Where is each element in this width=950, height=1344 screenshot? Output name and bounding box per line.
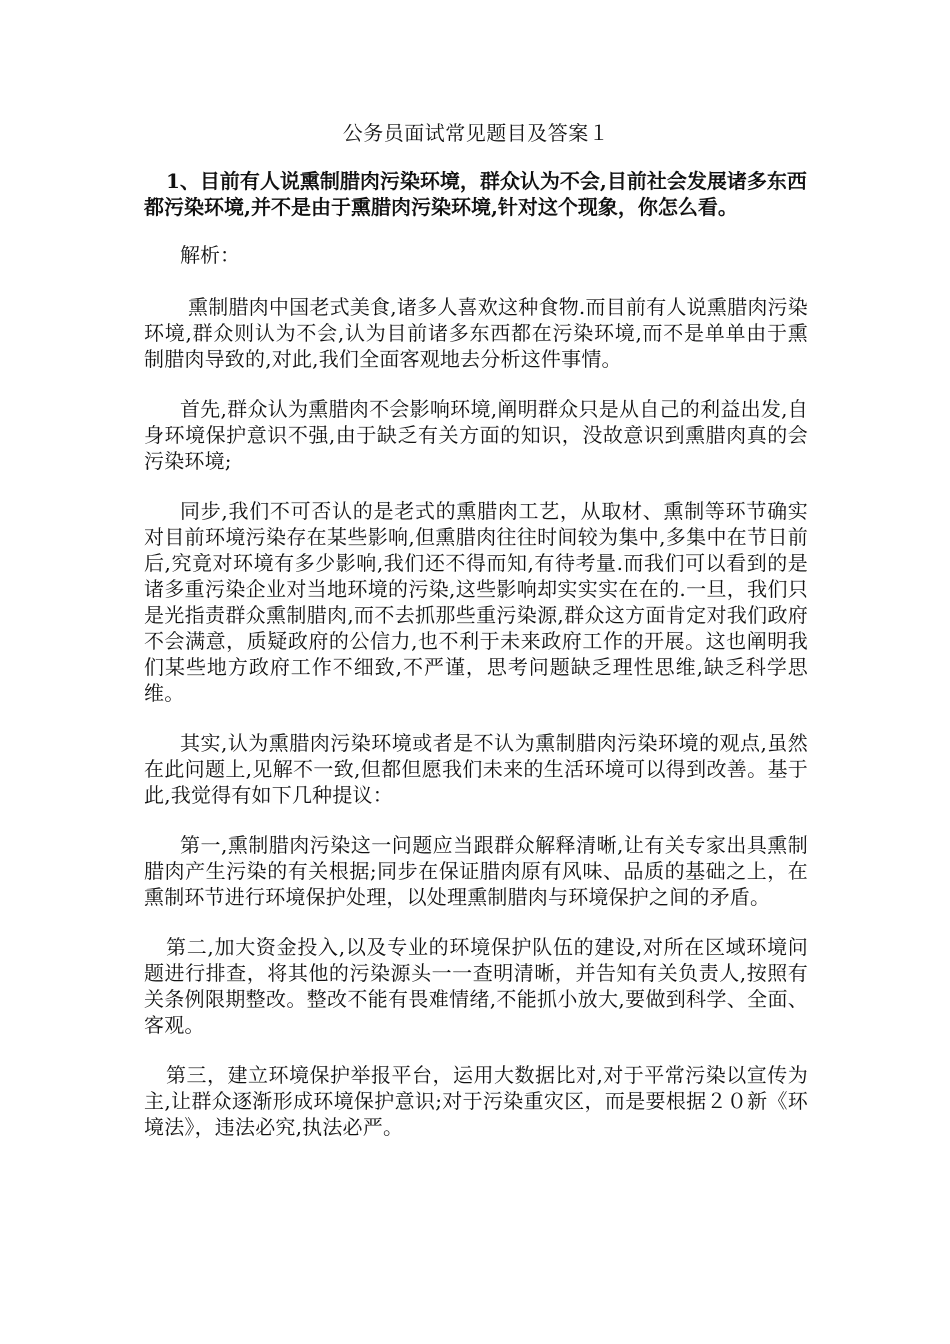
question-text: 1、目前有人说熏制腊肉污染环境，群众认为不会,目前社会发展诸多东西都污染环境,并不是由于熏腊肉污染环境,针对这个现象，你怎么看。 [144, 169, 807, 219]
paragraph-suggestion-3: 第三，建立环境保护举报平台，运用大数据比对,对于平常污染以宣传为主,让群众逐渐形成环境保护意识;对于污染重灾区，而是要根据２０新《环境法》，违法必究,执法必严。 [144, 1063, 808, 1139]
document-page [144, 118, 808, 1164]
paragraph-intro: 熏制腊肉中国老式美食,诸多人喜欢这种食物.而目前有人说熏腊肉污染环境,群众则认为不会,认为目前诸多东西都在污染环境,而不是单单由于熏制腊肉导致的,对此,我们全面客观地去分析这件事情。 [144, 295, 808, 371]
paragraph-first-point: 首先,群众认为熏腊肉不会影响环境,阐明群众只是从自己的利益出发,自身环境保护意识不强,由于缺乏有关方面的知识，没故意识到熏腊肉真的会污染环境; [144, 397, 808, 473]
analysis-label: 解析： [180, 243, 240, 267]
document-title: 公务员面试常见题目及答案１ [342, 121, 610, 145]
paragraph-suggestion-2: 第二,加大资金投入,以及专业的环境保护队伍的建设,对所在区域环境问题进行排查，将其他的污染源头一一查明清晰，并告知有关负责人,按照有关条例限期整改。整改不能有畏难情绪,不能抓小放大,要做到科学、全面、客观。 [144, 935, 808, 1037]
paragraph-conclusion: 其实,认为熏腊肉污染环境或者是不认为熏制腊肉污染环境的观点,虽然在此问题上,见解不一致,但都但愿我们未来的生活环境可以得到改善。基于此,我觉得有如下几种提议： [144, 731, 808, 807]
paragraph-suggestion-1: 第一,熏制腊肉污染这一问题应当跟群众解释清晰,让有关专家出具熏制腊肉产生污染的有关根据;同步在保证腊肉原有风味、品质的基础之上，在熏制环节进行环境保护处理，以处理熏制腊肉与环境保护之间的矛盾。 [144, 833, 808, 909]
paragraph-second-point: 同步,我们不可否认的是老式的熏腊肉工艺，从取材、熏制等环节确实对目前环境污染存在某些影响,但熏腊肉往往时间较为集中,多集中在节日前后,究竟对环境有多少影响,我们还不得而知,有待考量.而我们可以看到的是诸多重污染企业对当地环境的污染,这些影响却实实实在在的.一旦，我们只是光指责群众熏制腊肉,而不去抓那些重污染源,群众这方面肯定对我们政府不会满意，质疑政府的公信力,也不利于未来政府工作的开展。这也阐明我们某些地方政府工作不细致,不严谨，思考问题缺乏理性思维,缺乏科学思维。 [144, 499, 808, 705]
